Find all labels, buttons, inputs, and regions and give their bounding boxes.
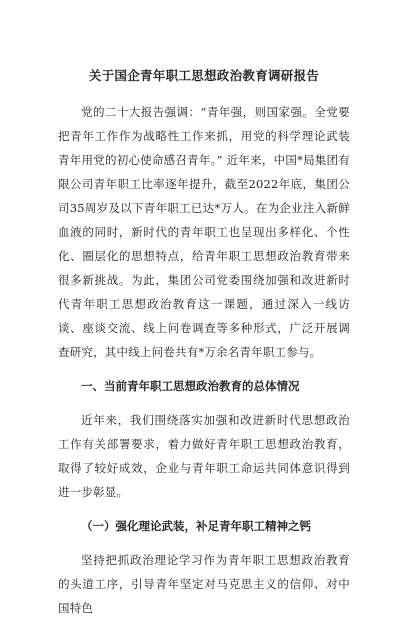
section-1-heading: 一、当前青年职工思想政治教育的总体情况	[81, 379, 300, 393]
subsection-1-paragraph: 坚持把抓政治理论学习作为青年职工思想政治教育的头道工序，引导青年坚定对马克思主义的信仰、对中国特色	[58, 553, 350, 615]
section-1-paragraph: 近年来，我们围绕落实加强和改进新时代思想政治工作有关部署要求，着力做好青年职工思想政治教育，取得了较好成效，企业与青年职工命运共同体意识得到进一步彰显。	[58, 413, 350, 499]
intro-paragraph: 党的二十大报告强调：“青年强，则国家强。全党要把青年工作作为战略性工作来抓，用党的科学理论武装青年用党的初心使命感召青年。” 近年来，中国*局集团有限公司青年职工比率逐年提升，截至2022年底，集团公司35周岁及以下青年职工已达*万人。在为企业注入新鲜血液的同时，新时代的青年职工也呈现出多样化、个性化、圈层化的思想特点，给青年职工思想政治教育带来很多新挑战。为此，集团公司党委围绕加强和改进新时代青年职工思想政治教育这一课题，通过深入一线访谈、座谈交流、线上问卷调查等多种形式，广泛开展调查研究，其中线上问卷共有*万余名青年职工参与。	[58, 105, 350, 359]
document-title: 关于国企青年职工思想政治教育调研报告	[88, 68, 320, 83]
subsection-1-heading: （一）强化理论武装，补足青年职工精神之钙	[81, 519, 311, 533]
